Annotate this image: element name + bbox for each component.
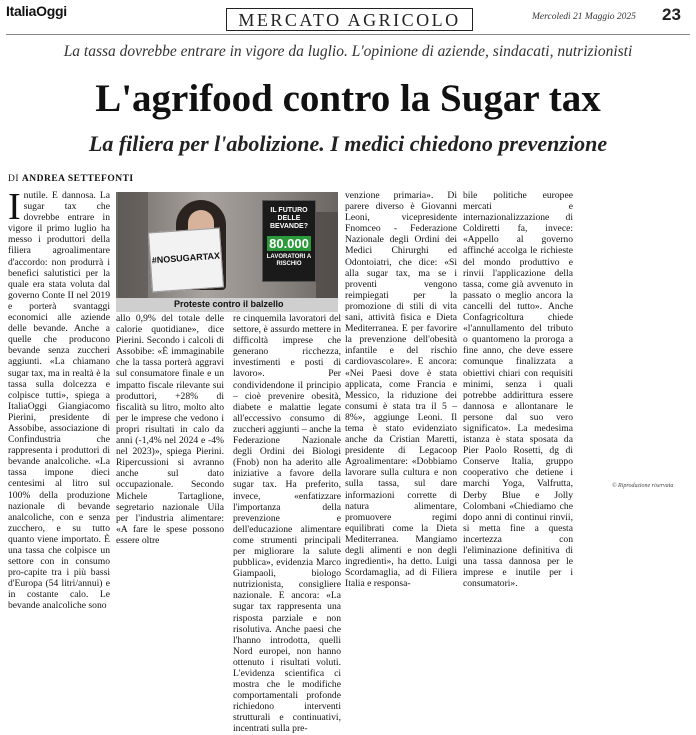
protest-sign-left: [148, 228, 224, 293]
byline: [8, 174, 134, 184]
article-column-5: bile politiche europee mercati e internazionalizzazione di Coldiretti fa, invece: «Appello al governo affinché accolga le richieste del mondo produttivo e rinvii l'applicazione della tassa, come già avvenuto in passato o meglio ancora la cancelli del tutto». Anche Confagricoltura chiede «l'annullamento del tributo o quantomeno la proroga a fine anno, che deve essere comunque finalizzata a obiettivi chiari con requisiti minimi, senza i quali potrebbe addirittura essere dannosa e allontanare le persone dal suo vero significato». La medesima istanza è stata sposata da Pier Paolo Rosetti, dg di Conserve Italia, gruppo cooperativo che detiene i marchi Yoga, Valfrutta, Derby Blue e Jolly Colombani «Chiediamo che dopo anni di continui rinvii, si metta fine a questa incertezza con l'eliminazione definitiva di una tassa dannosa per le imprese e inutile per i consumatori».: [463, 190, 573, 590]
byline-author: ANDREA SETTEFONTI: [21, 174, 134, 184]
newspaper-logo: ItaliaOggi: [6, 3, 67, 19]
headline-kicker: La tassa dovrebbe entrare in vigore da luglio. L'opinione di aziende, sindacati, nutrizionisti: [63, 43, 633, 60]
section-title: MERCATO AGRICOLO: [226, 8, 473, 31]
copyright-note: © Riproduzione riservata: [612, 483, 674, 489]
article-column-4: venzione primaria». Di parere diverso è Giovanni Leoni, vicepresidente Fnomceo - Federazione Nazionale degli Ordini dei Medici Chirurghi ed Odontoiatri, che dice: «Sì alla sugar tax, ma se i proventi vengono reimpiegati per la promozione di stili di vita sani, attività fisica e Dieta Mediterranea. E per favorire la prevenzione dell'obesità infantile e del rischio cardiovascolare». E ancora: «Nei Paesi dove è stata applicata, come Francia e Messico, la riduzione dei consumi è stata tra il 5 – 8%», aggiunge Leoni. Il tema è stato evidenziato anche da Cristian Maretti, presidente di Legacoop Agroalimentare: «Dobbiamo lavorare sulla cultura e non sulla tassa, sul dare informazioni corrette di natura alimentare, promuovere regimi equilibrati come la Dieta Mediterranea. Mangiamo degli alimenti e non degli ingredienti», ha detto. Luigi Scordamaglia, ad di Filiera Italia e responsa-: [345, 190, 457, 590]
sign-right-question: IL FUTURO DELLE BEVANDE?: [270, 207, 308, 230]
article-column-1: [8, 186, 110, 612]
protest-sign-right: [262, 200, 316, 282]
article-photo: [116, 192, 338, 299]
drop-cap: I: [8, 186, 21, 228]
byline-prefix: DI: [8, 174, 20, 184]
article-column-2: allo 0,9% del totale delle calorie quotidiane», dice Pierini. Secondo i calcoli di Assobibe: «È immaginabile che la tassa porterà aggravi sul consumatore finale e un impatto fiscale rilevante sui produttori, +28% di fiscalità su litro, molto alto per le imprese che vedono i propri risultati in calo da anni (-1,4% nel 2024 e -4% nel 2023)», spiega Pierini. Ripercussioni si avranno anche sul dato occupazionale. Secondo Michele Tartaglione, segretario nazionale Uila per l'industria alimentare: «A fare le spese possono essere oltre: [116, 313, 224, 546]
headline-title: L'agrifood contro la Sugar tax: [95, 77, 601, 120]
sign-left-text: #NOSUGARTAX: [151, 250, 221, 266]
column-1-text: nutile. E dannosa. La sugar tax che dovrebbe entrare in vigore il primo luglio ha messo i produttori della filiera agroalimentare d'accordo: non produrrà i benefici salutistici per la quale era stata voluta dal governo Conte II nel 2019 e porterà svantaggi economici alle aziende delle bevande. Anche a quelle che producono bevande senza zuccheri aggiunti. «La chiamano sugar tax, ma in realtà è la tassa sulla dolcezza e colpisce tutti», spiega a ItaliaOggi Giangiacomo Pierini, presidente di Assobibe, associazione di Confindustria che rappresenta i produttori di bevande analcoliche. «La tassa impone dieci centesimi al litro sul 100% della produzione nazionale di bevande analcoliche, con e senza zucchero, e su tutto quanto viene importato. È una tassa che colpisce un settore con in consumo pro-capite tra i più bassi d'Europa (54 litri/annui) e in costante calo. Le bevande analcoliche sono: [8, 190, 110, 612]
masthead-divider: [6, 34, 690, 35]
page-number: 23: [662, 5, 681, 24]
photo-caption: [116, 298, 338, 312]
photo-caption-text: Proteste contro il balzello: [174, 299, 284, 309]
sign-right-number: 80.000: [267, 236, 311, 251]
sign-right-caption: LAVORATORI A RISCHIO: [266, 254, 312, 267]
headline-subtitle: La filiera per l'abolizione. I medici chiedono prevenzione: [88, 131, 608, 156]
article-column-3: re cinquemila lavoratori del settore, è assurdo mettere in difficoltà imprese che generano ricchezza, investimenti e posti di lavoro». Per condividendone il principio – cioè prevenire obesità, diabete e malattie legate all'eccessivo consumo di zuccheri aggiunti – anche la Federazione Nazionale degli Ordini dei Biologi (Fnob) non ha aderito alle iniziative a favore della sugar tax. Ha preferito, invece, «enfatizzare l'importanza della prevenzione e dell'educazione alimentare come strumenti principali per migliorare la salute pubblica», evidenzia Marco Giampaoli, biologo nutrizionista, consigliere nazionale. E ancora: «La sugar tax rappresenta una risposta parziale e non risolutiva. Anche paesi che l'hanno introdotta, quelli Nord europei, non hanno ottenuto i risultati voluti. L'evidenza scientifica ci mostra che le modifiche comportamentali profonde richiedono interventi strutturali e continuativi, incentrati sulla pre-: [233, 313, 341, 735]
issue-date: Mercoledì 21 Maggio 2025: [532, 12, 636, 22]
